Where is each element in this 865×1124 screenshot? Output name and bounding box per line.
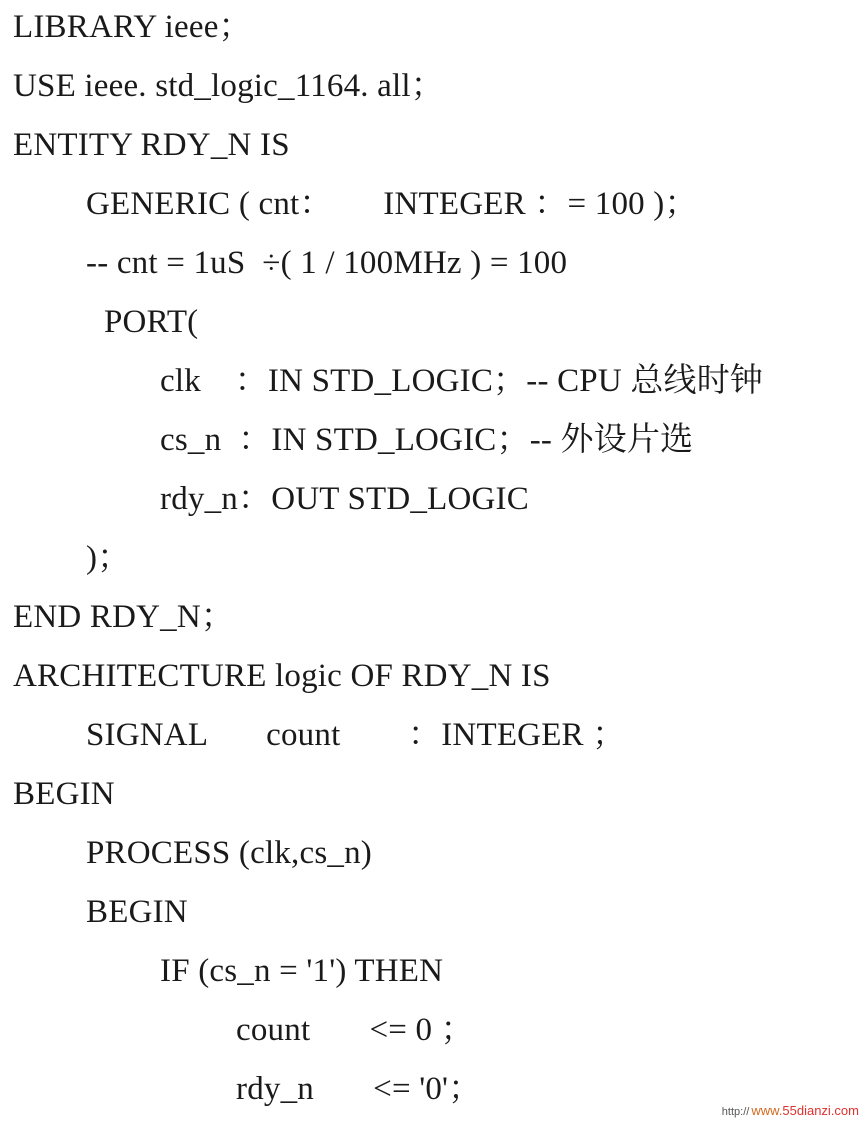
code-line-architecture: ARCHITECTURE logic OF RDY_N IS: [13, 658, 551, 694]
watermark-prefix: http://: [721, 1106, 750, 1118]
code-line-port-rdy-n: rdy_n：OUT STD_LOGIC: [160, 481, 529, 517]
code-line-port-clk: clk ：IN STD_LOGIC；-- CPU 总线时钟: [160, 363, 764, 399]
code-line-count-assign: count <= 0 ；: [236, 1012, 474, 1048]
watermark-www: www.: [751, 1103, 783, 1118]
code-line-use: USE ieee. std_logic_1164. all；: [13, 68, 444, 104]
code-line-generic: GENERIC ( cnt： INTEGER ：= 100 )；: [86, 186, 698, 222]
code-line-process-begin: BEGIN: [86, 894, 188, 930]
code-line-begin: BEGIN: [13, 776, 115, 812]
site-watermark: [722, 1103, 859, 1120]
watermark-domain: 55dianzi.com: [782, 1103, 859, 1118]
code-line-port: PORT(: [104, 304, 199, 340]
code-line-if: IF (cs_n = '1') THEN: [160, 953, 444, 989]
code-line-port-close: )；: [86, 540, 131, 576]
code-line-port-cs-n: cs_n ：IN STD_LOGIC；-- 外设片选: [160, 422, 694, 458]
code-line-library: LIBRARY ieee；: [13, 9, 252, 45]
code-line-signal: SIGNAL count ：INTEGER ；: [86, 717, 626, 753]
code-line-entity: ENTITY RDY_N IS: [13, 127, 290, 163]
code-line-comment-cnt: -- cnt = 1uS ÷( 1 / 100MHz ) = 100: [86, 245, 568, 281]
code-line-process: PROCESS (clk,cs_n): [86, 835, 372, 871]
code-line-end-entity: END RDY_N；: [13, 599, 235, 635]
code-line-rdy-n-assign: rdy_n <= '0'；: [236, 1071, 482, 1107]
